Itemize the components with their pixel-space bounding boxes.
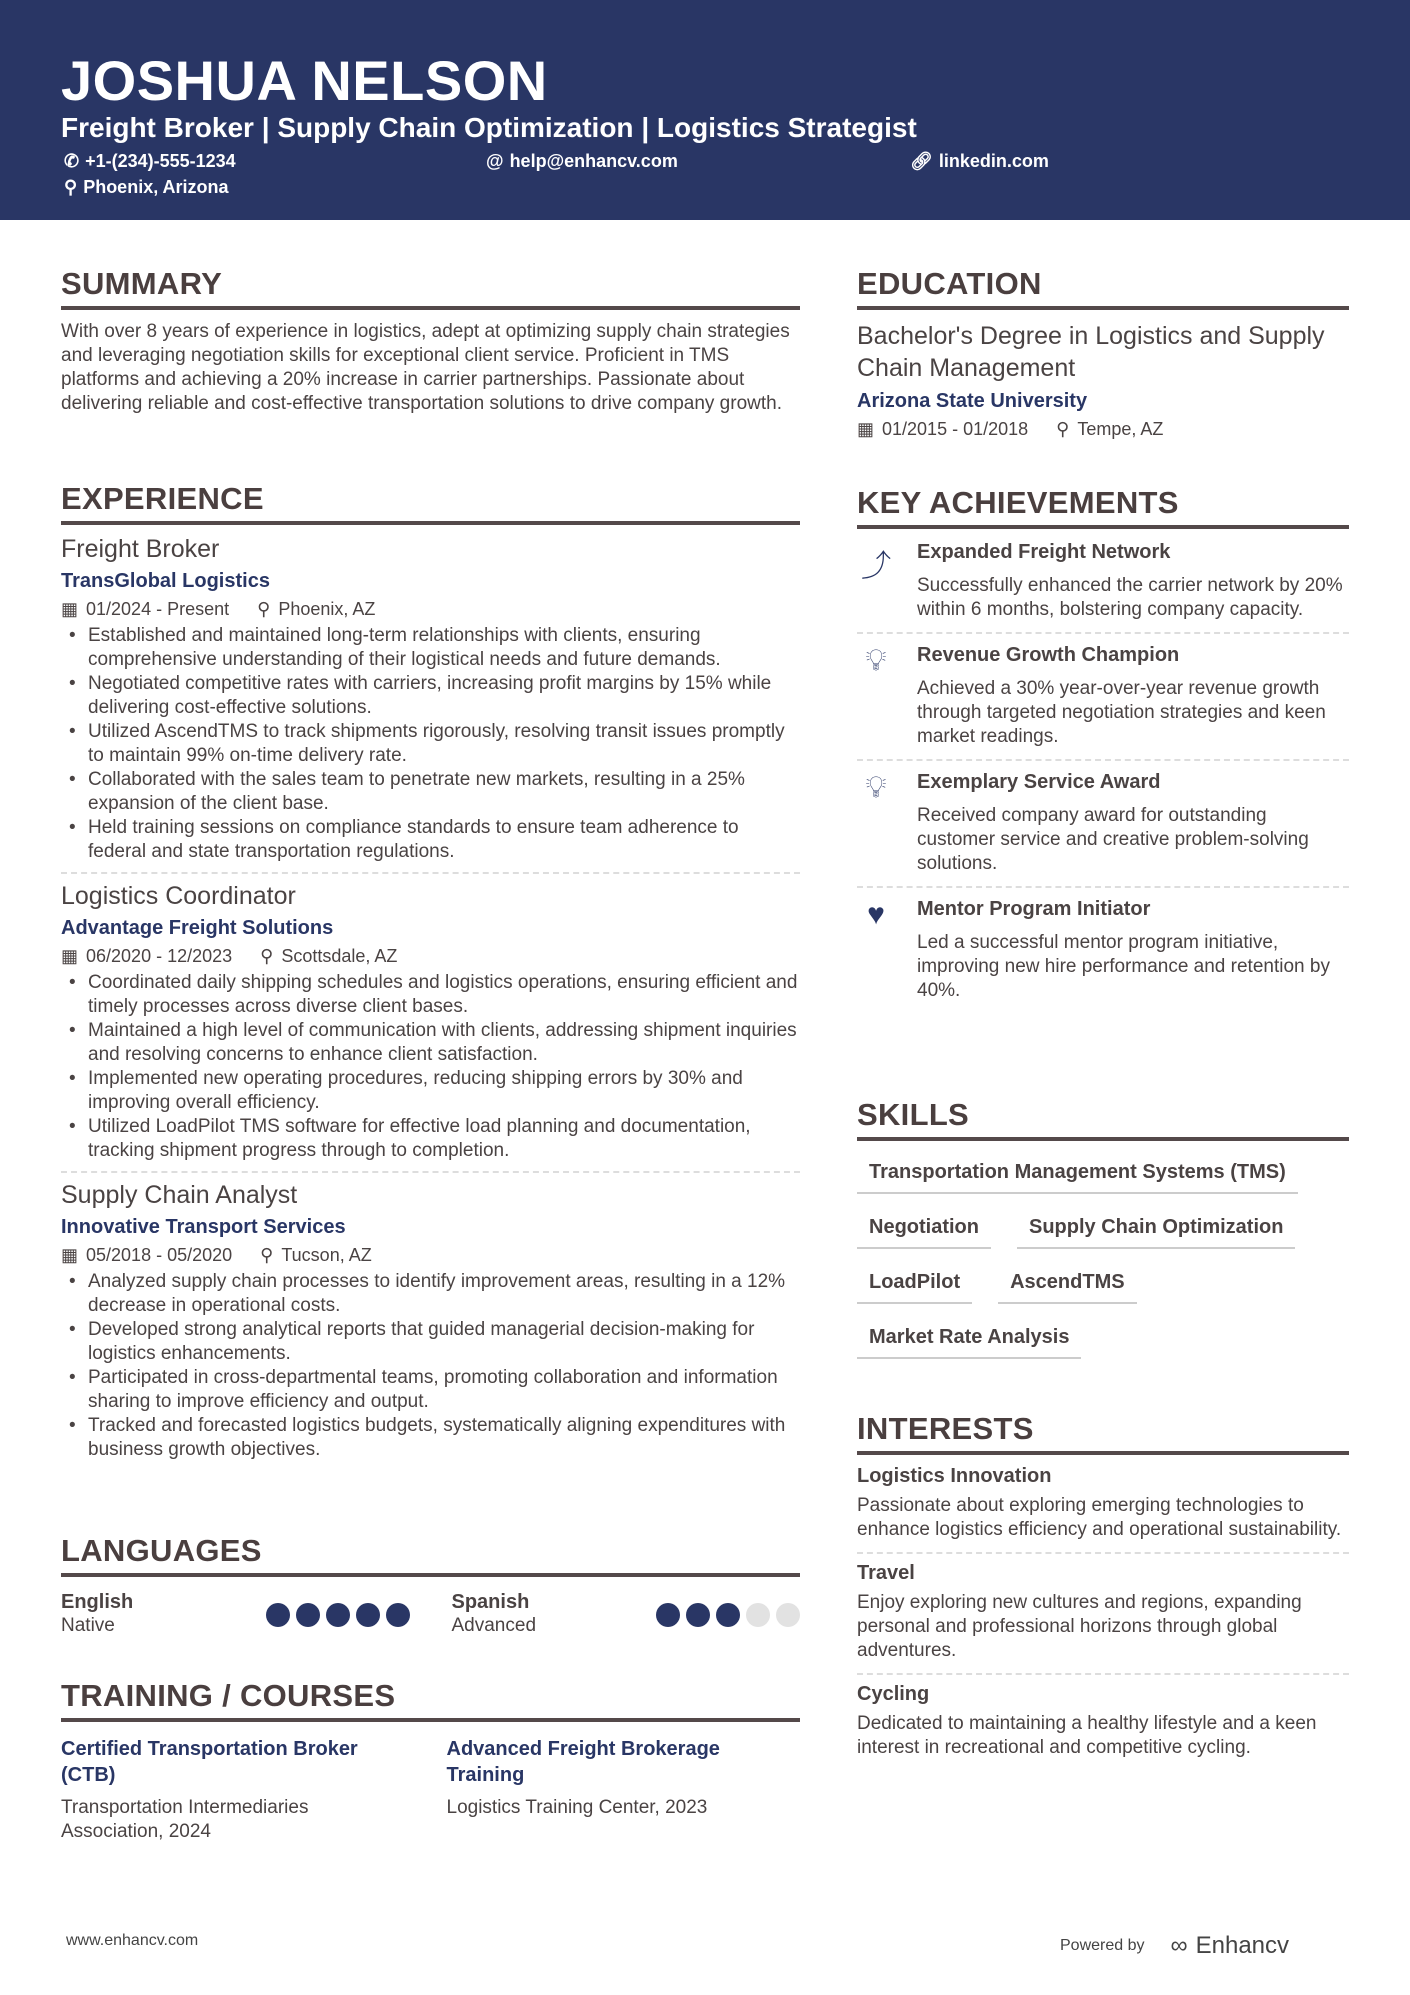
achievement-item: [857, 761, 1349, 888]
calendar-icon: ▦: [857, 419, 875, 439]
achievement-text: Led a successful mentor program initiative, improving new hire performance and retention by 40%.: [917, 932, 1330, 1001]
powered-by-text: Powered by: [1060, 1937, 1145, 1954]
section-heading: INTERESTS: [857, 1411, 1349, 1455]
job-entry: [61, 882, 800, 1173]
training-section: [61, 1678, 800, 1844]
job-bullet: • Negotiated competitive rates with carriers, increasing profit margins by 15% while delivering cost-effective solutions.: [61, 672, 800, 720]
brand-name: Enhancv: [1195, 1932, 1290, 1959]
interests-section: [857, 1411, 1349, 1770]
job-location: Phoenix, AZ: [278, 599, 376, 619]
achievement-item: [857, 888, 1349, 1013]
experience-section: [61, 481, 800, 1478]
job-bullet: • Tracked and forecasted logistics budgets, systematically aligning expenditures with business growth objectives.: [61, 1414, 800, 1462]
job-entry: [61, 535, 800, 874]
interest-title: Cycling: [857, 1683, 930, 1705]
link-icon: 🔗︎: [910, 151, 933, 171]
summary-text: With over 8 years of experience in logistics, adept at optimizing supply chain strategies and leveraging negotiation skills for exceptional client service. Proficient in TMS platforms and achieving a 20% increase in carrier partnerships. Passionate about delivering reliable and cost-effective transportation solutions to drive company growth.: [61, 321, 790, 414]
strategy-icon: ⤴: [861, 550, 891, 583]
section-heading: TRAINING / COURSES: [61, 1678, 800, 1722]
education-section: [857, 266, 1349, 440]
interest-item: [857, 1554, 1349, 1675]
linkedin-text: linkedin.com: [938, 151, 1049, 171]
location-contact: [64, 177, 229, 198]
proficiency-dot: [686, 1603, 710, 1627]
school: Arizona State University: [857, 390, 1088, 412]
proficiency-dot: [656, 1603, 680, 1627]
interest-text: Dedicated to maintaining a healthy lifestyle and a keen interest in recreational and competitive cycling.: [857, 1713, 1317, 1758]
section-heading: EXPERIENCE: [61, 481, 800, 525]
job-role: Supply Chain Analyst: [61, 1181, 298, 1209]
interest-text: Enjoy exploring new cultures and regions, expanding personal and professional horizons through global adventures.: [857, 1592, 1302, 1661]
achievement-title: Expanded Freight Network: [917, 541, 1171, 563]
job-location: Scottsdale, AZ: [281, 946, 398, 966]
job-bullet: • Coordinated daily shipping schedules and logistics operations, ensuring efficient and timely processes across diverse client bases.: [61, 971, 800, 1019]
interest-item: [857, 1675, 1349, 1770]
skill-tag: AscendTMS: [998, 1271, 1136, 1304]
proficiency-dot: [386, 1603, 410, 1627]
job-bullet: • Developed strong analytical reports that guided managerial decision-making for logistics enhancements.: [61, 1318, 800, 1366]
skill-tag: Market Rate Analysis: [857, 1326, 1081, 1359]
resume-header: [0, 0, 1410, 220]
section-heading: SUMMARY: [61, 266, 800, 310]
proficiency-dot: [716, 1603, 740, 1627]
location-pin-icon: ⚲: [1056, 419, 1070, 439]
job-location: Tucson, AZ: [281, 1245, 372, 1265]
candidate-title: Freight Broker | Supply Chain Optimization | Logistics Strategist: [61, 112, 917, 143]
calendar-icon: ▦: [61, 1245, 79, 1265]
achievement-item: [857, 634, 1349, 761]
location-pin-icon: ⚲: [257, 599, 271, 619]
job-bullet: • Utilized LoadPilot TMS software for effective load planning and documentation, tracking shipment progress through to completion.: [61, 1115, 800, 1163]
job-company: TransGlobal Logistics: [61, 570, 270, 592]
achievement-title: Revenue Growth Champion: [917, 644, 1180, 666]
job-entry: [61, 1181, 800, 1470]
interest-title: Logistics Innovation: [857, 1465, 1052, 1487]
achievement-title: Exemplary Service Award: [917, 771, 1161, 793]
course-detail: Transportation Intermediaries Association, 2024: [61, 1797, 309, 1842]
proficiency-dot: [296, 1603, 320, 1627]
job-role: Logistics Coordinator: [61, 882, 296, 910]
proficiency-rating: [656, 1603, 800, 1627]
job-bullet: • Maintained a high level of communication with clients, addressing shipment inquiries and resolving concerns to enhance client satisfaction.: [61, 1019, 800, 1067]
lightbulb-icon: 💡︎: [865, 771, 887, 804]
heart-icon: ♥: [867, 898, 885, 931]
proficiency-dot: [776, 1603, 800, 1627]
job-bullet: • Utilized AscendTMS to track shipments rigorously, resolving transit issues promptly to maintain 99% on-time delivery rate.: [61, 720, 800, 768]
achievement-item: [857, 531, 1349, 634]
job-bullet: • Implemented new operating procedures, reducing shipping errors by 30% and improving overall efficiency.: [61, 1067, 800, 1115]
skill-tag: Supply Chain Optimization: [1017, 1216, 1295, 1249]
job-bullet: • Held training sessions on compliance standards to ensure team adherence to federal and state transportation regulations.: [61, 816, 800, 864]
job-bullet: • Participated in cross-departmental teams, promoting collaboration and information sharing to improve efficiency and output.: [61, 1366, 800, 1414]
interest-item: [857, 1457, 1349, 1554]
language-name: Spanish: [451, 1591, 530, 1613]
interest-title: Travel: [857, 1562, 915, 1584]
summary-section: [61, 266, 800, 416]
education-location: Tempe, AZ: [1077, 419, 1164, 439]
section-heading: SKILLS: [857, 1097, 1349, 1141]
proficiency-dot: [326, 1603, 350, 1627]
phone-icon: ✆: [64, 151, 80, 171]
proficiency-dot: [356, 1603, 380, 1627]
course-title: Certified Transportation Broker (CTB): [61, 1738, 358, 1786]
lightbulb-icon: 💡︎: [865, 644, 887, 677]
achievement-text: Achieved a 30% year-over-year revenue growth through targeted negotiation strategies and keen market readings.: [917, 678, 1326, 747]
course-item: [61, 1736, 415, 1844]
skill-tag: Transportation Management Systems (TMS): [857, 1161, 1298, 1194]
course-detail: Logistics Training Center, 2023: [446, 1797, 708, 1818]
location-pin-icon: ⚲: [64, 177, 78, 197]
proficiency-rating: [266, 1603, 410, 1627]
job-dates: 05/2018 - 05/2020: [86, 1245, 233, 1265]
linkedin-contact[interactable]: [910, 151, 1049, 172]
course-title: Advanced Freight Brokerage Training: [446, 1738, 720, 1786]
calendar-icon: ▦: [61, 946, 79, 966]
phone-contact[interactable]: [64, 151, 236, 172]
email-contact[interactable]: [486, 151, 678, 172]
job-dates: 06/2020 - 12/2023: [86, 946, 233, 966]
language-level: Advanced: [451, 1615, 537, 1636]
at-icon: @: [486, 151, 504, 171]
achievement-title: Mentor Program Initiator: [917, 898, 1151, 920]
location-text: Phoenix, Arizona: [83, 177, 229, 197]
skill-tag: LoadPilot: [857, 1271, 972, 1304]
calendar-icon: ▦: [61, 599, 79, 619]
achievement-text: Successfully enhanced the carrier network by 20% within 6 months, bolstering company capacity.: [917, 575, 1343, 620]
phone-text: +1-(234)-555-1234: [85, 151, 236, 171]
section-heading: LANGUAGES: [61, 1533, 800, 1577]
job-bullet: • Collaborated with the sales team to penetrate new markets, resulting in a 25% expansion of the client base.: [61, 768, 800, 816]
skills-section: [857, 1097, 1349, 1359]
enhancv-logo-icon: ∞: [1170, 1932, 1188, 1959]
interest-text: Passionate about exploring emerging technologies to enhance logistics efficiency and operational sustainability.: [857, 1495, 1342, 1540]
education-dates: 01/2015 - 01/2018: [882, 419, 1029, 439]
location-pin-icon: ⚲: [260, 946, 274, 966]
degree: Bachelor's Degree in Logistics and Supply Chain Management: [857, 322, 1325, 382]
candidate-name: JOSHUA NELSON: [61, 49, 548, 112]
job-bullet: • Established and maintained long-term relationships with clients, ensuring comprehensive understanding of their logistical needs and future demands.: [61, 624, 800, 672]
email-text: help@enhancv.com: [509, 151, 678, 171]
proficiency-dot: [746, 1603, 770, 1627]
skill-tag: Negotiation: [857, 1216, 991, 1249]
achievement-text: Received company award for outstanding customer service and creative problem-solving solutions.: [917, 805, 1309, 874]
footer-website[interactable]: www.enhancv.com: [66, 1932, 199, 1949]
job-company: Advantage Freight Solutions: [61, 917, 334, 939]
languages-section: [61, 1533, 800, 1638]
language-item: [61, 1591, 410, 1638]
footer-branding: [1060, 1932, 1289, 1960]
job-dates: 01/2024 - Present: [86, 599, 230, 619]
job-role: Freight Broker: [61, 535, 220, 563]
section-heading: KEY ACHIEVEMENTS: [857, 485, 1349, 529]
course-item: [447, 1736, 801, 1844]
job-bullet: • Analyzed supply chain processes to identify improvement areas, resulting in a 12% decrease in operational costs.: [61, 1270, 800, 1318]
language-item: [452, 1591, 801, 1638]
language-name: English: [61, 1591, 134, 1613]
language-level: Native: [61, 1615, 115, 1636]
achievements-section: [857, 485, 1349, 1013]
proficiency-dot: [266, 1603, 290, 1627]
location-pin-icon: ⚲: [260, 1245, 274, 1265]
section-heading: EDUCATION: [857, 266, 1349, 310]
job-company: Innovative Transport Services: [61, 1216, 346, 1238]
